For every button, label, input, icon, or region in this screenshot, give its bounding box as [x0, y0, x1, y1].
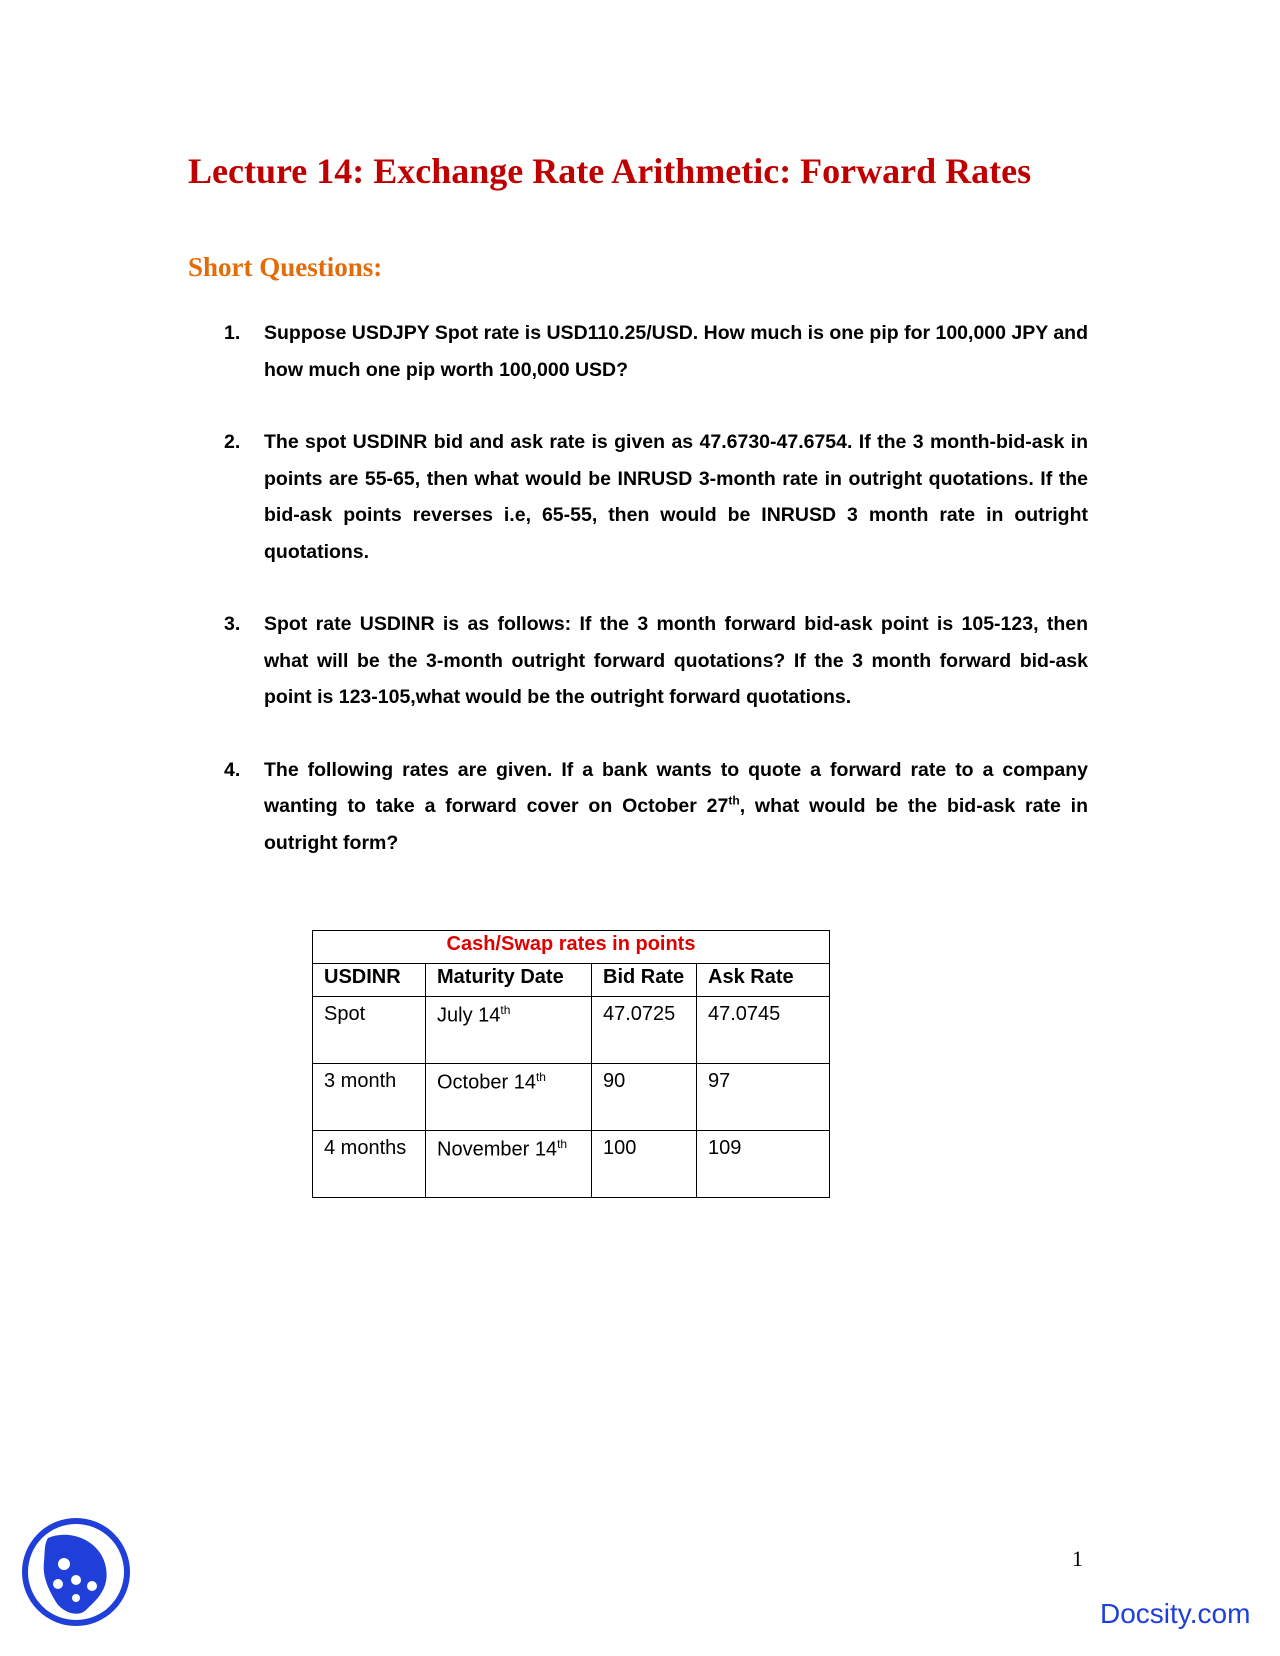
- question-item: [224, 315, 1088, 388]
- table-cell: 47.0745: [697, 997, 830, 1064]
- question-text-start: The following rates are given. If a bank wants to quote a forward rate to a company wanting to take a forward cover on October 27: [264, 758, 1088, 817]
- question-number: 1.: [224, 322, 241, 344]
- page-number: 1: [1072, 1546, 1083, 1571]
- maturity-date: November 14: [437, 1138, 558, 1161]
- table-cell: 109: [697, 1131, 830, 1198]
- table-cell: [426, 997, 592, 1064]
- question-item: [224, 606, 1088, 716]
- table-cell: 3 month: [313, 1064, 426, 1131]
- table-cell: [426, 1064, 592, 1131]
- table-caption-row: [313, 931, 830, 964]
- table-cell: 47.0725: [592, 997, 697, 1064]
- question-text: Spot rate USDINR is as follows: If the 3 month forward bid-ask point is 105-123, then what will be the 3-month outright forward quotations? If the 3 month forward bid-ask point is 123-105,what would be the outright forward quotations.: [264, 613, 1088, 708]
- column-header: Bid Rate: [592, 964, 697, 997]
- section-heading: Short Questions:: [188, 252, 383, 282]
- maturity-date: July 14: [437, 1004, 501, 1027]
- question-text: The spot USDINR bid and ask rate is given as 47.6730-47.6754. If the 3 month-bid-ask in points are 55-65, then what would be INRUSD 3-month rate in outright quotations. If the bid-ask points reverses i.e, 65-55, then would be INRUSD 3 month rate in outright quotations.: [264, 431, 1088, 563]
- page-title: Lecture 14: Exchange Rate Arithmetic: Forward Rates: [188, 151, 1032, 191]
- table-cell: Spot: [313, 997, 426, 1064]
- table-row: [313, 1064, 830, 1131]
- question-number: 2.: [224, 431, 241, 453]
- question-list: [224, 315, 1088, 897]
- table-cell: [426, 1131, 592, 1198]
- table-row: [313, 997, 830, 1064]
- column-header: USDINR: [313, 964, 426, 997]
- maturity-date: October 14: [437, 1071, 536, 1094]
- table-cell: 97: [697, 1064, 830, 1131]
- ordinal-suffix: th: [728, 793, 740, 808]
- question-number: 3.: [224, 613, 241, 635]
- question-text-end: , what would be the bid-ask rate in outright form?: [264, 795, 1088, 854]
- table-cell: 100: [592, 1131, 697, 1198]
- question-item: [224, 424, 1088, 570]
- column-header: Ask Rate: [697, 964, 830, 997]
- column-header: Maturity Date: [426, 964, 592, 997]
- question-item: [224, 752, 1088, 862]
- brand-link[interactable]: Docsity.com: [1100, 1598, 1251, 1629]
- question-number: 4.: [224, 758, 241, 781]
- ordinal-suffix: th: [557, 1137, 568, 1151]
- table-header-row: [313, 964, 830, 997]
- ordinal-suffix: th: [535, 1070, 546, 1084]
- docsity-logo-icon[interactable]: [20, 1516, 132, 1628]
- question-text: Suppose USDJPY Spot rate is USD110.25/USD. How much is one pip for 100,000 JPY and how much one pip worth 100,000 USD?: [264, 322, 1088, 381]
- question-text: [264, 759, 1088, 854]
- table-caption: Cash/Swap rates in points: [313, 931, 830, 964]
- table-cell: 4 months: [313, 1131, 426, 1198]
- ordinal-suffix: th: [500, 1003, 511, 1017]
- swap-rates-table: [312, 930, 830, 1198]
- table-row: [313, 1131, 830, 1198]
- table-cell: 90: [592, 1064, 697, 1131]
